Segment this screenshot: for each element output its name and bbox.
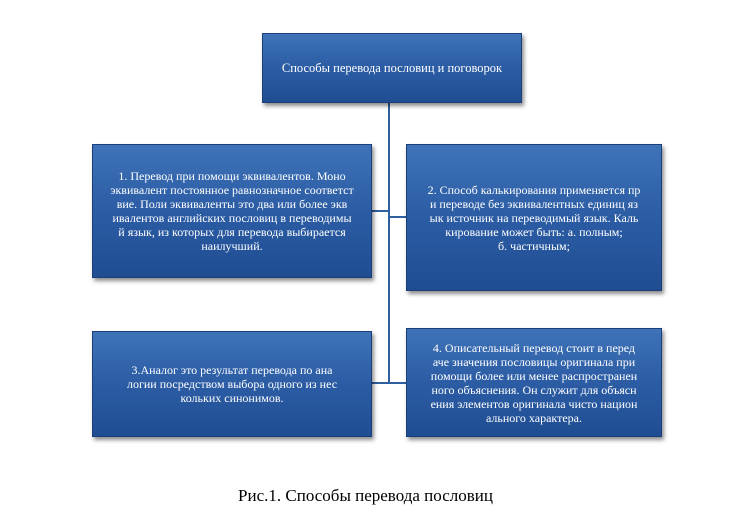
root-node <box>262 33 522 103</box>
method-4-node <box>406 328 662 437</box>
method-2-node <box>406 144 662 291</box>
figure-caption: Рис.1. Способы перевода пословиц <box>238 486 493 505</box>
method-2-label: 2. Способ калькирования применяется пр и переводе без эквивалентных единиц яз ык источник на переводимый язык. Каль кирование может быть: а. полным; б. частичным; <box>427 182 641 253</box>
method-1-label: 1. Перевод при помощи эквивалентов. Моно эквивалент постоянное равнозначное соответст вие. Поли эквиваленты это два или более экв ивалентов английских пословиц в переводимы й язык, из которых для перевода выбирается наилучший. <box>110 169 354 253</box>
method-1-node <box>92 144 372 278</box>
method-3-node <box>92 331 372 437</box>
method-3-label: 3.Аналог это результат перевода по ана логии посредством выбора одного из нес кольких синонимов. <box>126 363 338 405</box>
method-4-label: 4. Описательный перевод стоит в перед аче значения пословицы оригинала при помощи более или менее распространен ного объяснения. Он служит для объясн ения элементов оригинала чисто национ ального характера. <box>430 340 638 425</box>
root-node-label: Способы перевода пословиц и поговорок <box>281 61 503 75</box>
